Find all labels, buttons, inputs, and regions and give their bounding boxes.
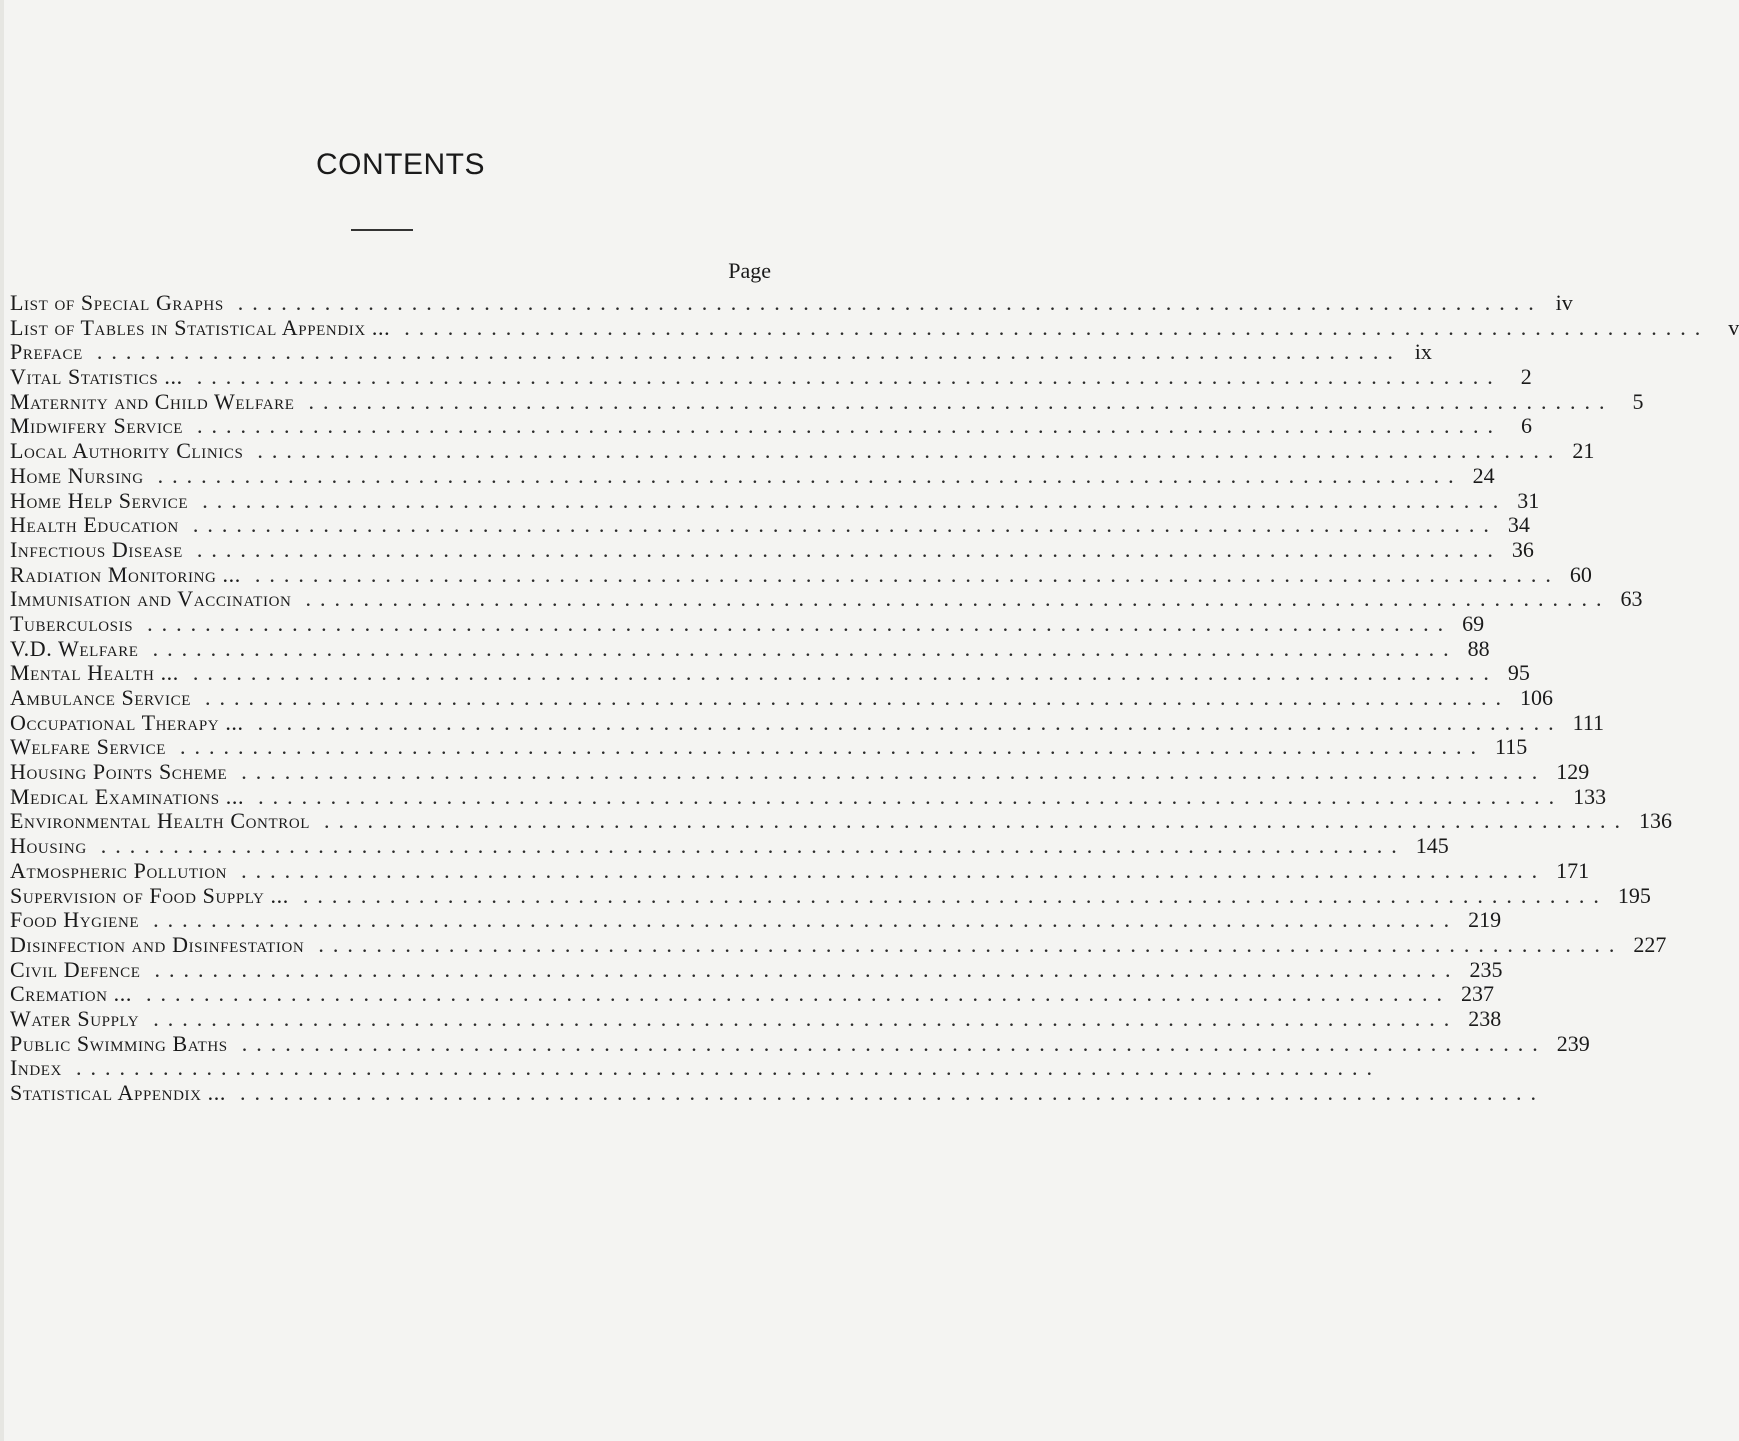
toc-entry-page: 5: [1632, 388, 1644, 414]
dot-leader: ..........................................................................................: [145, 981, 1451, 1007]
toc-entry: [10, 882, 1651, 908]
toc-entry: [10, 808, 1673, 834]
toc-entry-title: Medical Examinations ...: [10, 783, 245, 809]
table-of-contents: [10, 290, 1739, 1105]
toc-entry: [10, 462, 1495, 488]
toc-entry-title: Atmospheric Pollution: [10, 857, 228, 883]
toc-entry: [10, 833, 1449, 859]
toc-entry-title: List of Special Graphs: [10, 290, 224, 315]
toc-entry-title: Supervision of Food Supply ...: [10, 882, 289, 908]
dot-leader: ..........................................................................................: [239, 1080, 1545, 1105]
dot-leader: ..........................................................................................: [196, 364, 1502, 390]
toc-entry-page: 63: [1620, 586, 1643, 612]
toc-entry: [10, 413, 1532, 439]
toc-entry-title: Cremation ...: [10, 981, 132, 1007]
toc-entry-page: 239: [1556, 1030, 1590, 1056]
toc-entry-page: 69: [1462, 610, 1485, 636]
toc-entry-page: 136: [1639, 808, 1673, 834]
toc-entry-title: Preface: [10, 339, 83, 365]
toc-entry: [10, 339, 1432, 365]
toc-entry-page: 21: [1572, 438, 1595, 464]
toc-entry: [10, 388, 1644, 414]
toc-entry-page: 171: [1556, 857, 1590, 883]
dot-leader: ..........................................................................................: [241, 857, 1547, 883]
dot-leader: ..........................................................................................: [76, 1055, 1381, 1081]
toc-entry: [10, 314, 1739, 340]
dot-leader: ..........................................................................................: [202, 487, 1508, 513]
toc-entry-page: 95: [1507, 660, 1530, 686]
toc-entry-page: 36: [1511, 536, 1534, 562]
toc-entry-title: Immunisation and Vaccination: [10, 586, 292, 612]
toc-entry: [10, 536, 1534, 562]
toc-entry: [10, 931, 1667, 957]
toc-entry-page: 235: [1469, 956, 1503, 982]
dot-leader: ..........................................................................................: [180, 734, 1486, 760]
toc-entry-title: Radiation Monitoring ...: [10, 561, 241, 587]
dot-leader: ..........................................................................................: [237, 290, 1543, 315]
toc-entry-title: Welfare Service: [10, 734, 167, 760]
toc-entry-title: Vital Statistics ...: [10, 364, 183, 390]
dot-leader: ..........................................................................................: [258, 783, 1564, 809]
toc-entry-title: Mental Health ...: [10, 660, 179, 686]
toc-entry-page: 24: [1472, 462, 1495, 488]
toc-entry-page: 145: [1415, 833, 1449, 859]
toc-entry-page: 195: [1617, 882, 1651, 908]
dot-leader: ..........................................................................................: [157, 462, 1463, 488]
dot-leader: ..........................................................................................: [147, 610, 1453, 636]
page-column-label: Page: [728, 258, 771, 283]
toc-entry-page: 106: [1519, 685, 1553, 710]
toc-entry-title: Public Swimming Baths: [10, 1030, 228, 1056]
toc-entry: [10, 1055, 1381, 1081]
toc-entry-page: 2: [1520, 364, 1532, 390]
toc-entry-title: Food Hygiene: [10, 907, 140, 933]
toc-entry: [10, 487, 1540, 513]
toc-entry-title: V.D. Welfare: [10, 635, 139, 661]
dot-leader: ..........................................................................................: [96, 339, 1402, 365]
toc-entry-page: 129: [1556, 759, 1590, 785]
toc-entry-title: Water Supply: [10, 1005, 140, 1031]
toc-entry: [10, 512, 1530, 538]
toc-entry-page: 237: [1460, 981, 1494, 1007]
dot-leader: ..........................................................................................: [241, 1030, 1547, 1056]
toc-entry: [10, 561, 1592, 587]
toc-entry: [10, 1080, 1545, 1105]
dot-leader: ..........................................................................................: [100, 833, 1406, 859]
toc-entry: [10, 857, 1590, 883]
toc-entry: [10, 660, 1530, 686]
toc-entry: [10, 759, 1590, 785]
toc-entry: [10, 290, 1573, 315]
page-edge: [0, 0, 4, 1441]
toc-entry-title: Civil Defence: [10, 956, 141, 982]
toc-entry: [10, 635, 1490, 661]
dot-leader: ..........................................................................................: [192, 512, 1498, 538]
toc-entry-title: Statistical Appendix ...: [10, 1080, 226, 1105]
dot-leader: ..........................................................................................: [192, 660, 1498, 686]
toc-entry-title: Maternity and Child Welfare: [10, 388, 295, 414]
toc-entry-page: 60: [1569, 561, 1592, 587]
toc-entry-page: 31: [1517, 487, 1540, 513]
toc-entry-title: Environmental Health Control: [10, 808, 311, 834]
toc-entry-title: Local Authority Clinics: [10, 438, 244, 464]
title-rule: [351, 229, 413, 231]
toc-entry-title: Ambulance Service: [10, 685, 191, 710]
dot-leader: ..........................................................................................: [257, 709, 1563, 735]
toc-entry: [10, 685, 1553, 710]
dot-leader: ..........................................................................................: [404, 314, 1710, 340]
page-title: CONTENTS: [316, 148, 485, 181]
toc-entry-title: Midwifery Service: [10, 413, 183, 439]
toc-entry: [10, 586, 1643, 612]
toc-entry-page: 238: [1468, 1005, 1502, 1031]
dot-leader: ..........................................................................................: [318, 931, 1624, 957]
dot-leader: ..........................................................................................: [308, 388, 1614, 414]
toc-entry: [10, 956, 1503, 982]
dot-leader: ..........................................................................................: [154, 956, 1460, 982]
toc-entry: [10, 1005, 1502, 1031]
toc-entry-title: List of Tables in Statistical Appendix ...: [10, 314, 391, 340]
dot-leader: ..........................................................................................: [204, 685, 1510, 710]
toc-entry-page: 34: [1507, 512, 1530, 538]
dot-leader: ..........................................................................................: [196, 413, 1502, 439]
toc-entry-title: Housing: [10, 833, 87, 859]
dot-leader: ..........................................................................................: [153, 1005, 1459, 1031]
dot-leader: ..........................................................................................: [324, 808, 1630, 834]
dot-leader: ..........................................................................................: [152, 635, 1458, 661]
toc-entry: [10, 438, 1595, 464]
toc-entry: [10, 907, 1502, 933]
toc-entry-page: 115: [1495, 734, 1528, 760]
toc-entry: [10, 610, 1485, 636]
toc-entry: [10, 1030, 1590, 1056]
toc-entry-title: Housing Points Scheme: [10, 759, 228, 785]
toc-entry-page: 219: [1468, 907, 1502, 933]
dot-leader: ..........................................................................................: [241, 759, 1547, 785]
toc-entry-title: Occupational Therapy ...: [10, 709, 244, 735]
toc-entry-page: iv: [1555, 290, 1573, 315]
dot-leader: ..........................................................................................: [254, 561, 1560, 587]
toc-entry-page: 88: [1467, 635, 1490, 661]
dot-leader: ..........................................................................................: [196, 536, 1502, 562]
toc-entry: [10, 364, 1532, 390]
toc-entry-title: Infectious Disease: [10, 536, 183, 562]
toc-entry-page: 133: [1573, 783, 1607, 809]
toc-entry-page: 6: [1520, 413, 1532, 439]
toc-entry: [10, 734, 1528, 760]
toc-entry-title: Health Education: [10, 512, 179, 538]
dot-leader: ..........................................................................................: [153, 907, 1459, 933]
toc-entry-page: ix: [1414, 339, 1432, 365]
toc-entry: [10, 981, 1494, 1007]
toc-entry-title: Index: [10, 1055, 62, 1081]
toc-entry: [10, 709, 1605, 735]
toc-entry-page: 111: [1572, 709, 1605, 735]
toc-entry-title: Tuberculosis: [10, 610, 134, 636]
dot-leader: ..........................................................................................: [302, 882, 1608, 908]
dot-leader: ..........................................................................................: [305, 586, 1611, 612]
toc-entry: [10, 783, 1607, 809]
toc-entry-page: 227: [1633, 931, 1667, 957]
toc-entry-page: v: [1728, 314, 1739, 340]
toc-entry-title: Home Nursing: [10, 462, 144, 488]
toc-entry-title: Home Help Service: [10, 487, 189, 513]
dot-leader: ..........................................................................................: [257, 438, 1563, 464]
toc-entry-title: Disinfection and Disinfestation: [10, 931, 305, 957]
